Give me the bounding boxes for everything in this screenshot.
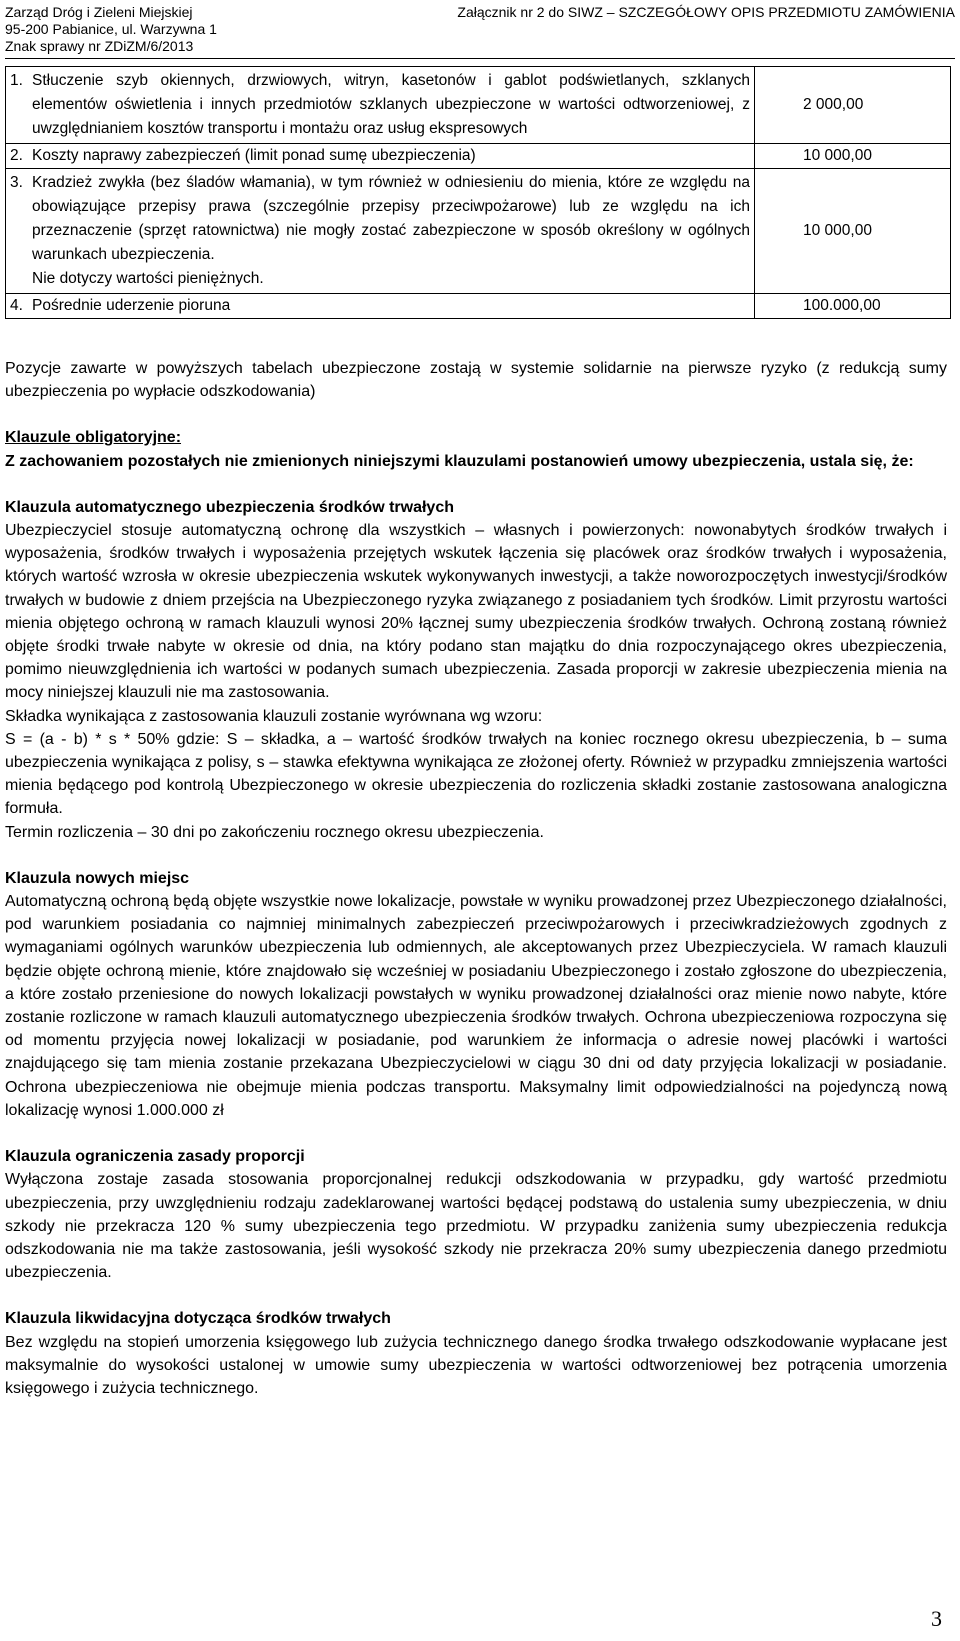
row-number: 3. [10, 174, 23, 191]
clause-paragraph: Termin rozliczenia – 30 dni po zakończeniu rocznego okresu ubezpieczenia. [5, 823, 544, 841]
row-number: 4. [10, 297, 23, 314]
attachment-title: Załącznik nr 2 do SIWZ – SZCZEGÓŁOWY OPIS PRZEDMIOTU ZAMÓWIENIA [457, 4, 955, 20]
row-value: 10 000,00 [755, 144, 951, 169]
page-number: 3 [931, 1606, 942, 1631]
row-value: 10 000,00 [755, 169, 951, 294]
clause-paragraph: Automatyczną ochroną będą objęte wszystkie nowe lokalizacje, powstałe w wyniku prowadzonej przez Ubezpieczonego działalności, pod warunkiem posiadania co najmniej minimalnych zabezpieczeń przeciwpożarowych i przeciwkradzieżowych zgodnych z wymaganiami ogólnych warunków ubezpieczenia lub odmiennych, ale akceptowanych przez Ubezpieczyciela. W ramach klauzuli będzie objęte ochroną mienie, które znajdowało się wcześniej w posiadaniu Ubezpieczonego i zostało zgłoszone do ubezpieczenia, a które zostało przeniesione do nowych lokalizacji powstałych w wyniku prowadzonej działalności oraz mienie nowo nabyte, które zostanie rozliczone w ramach klauzuli automatycznego ubezpieczenia środków trwałych. Ochrona ubezpieczeniowa rozpoczyna się od momentu przyjęcia nowej lokalizacji w posiadanie, pod warunkiem że informacja o adresie nowej placówki i wartości znajdującego się tam mienia zostanie przekazana Ubezpieczycielowi w ciągu 30 dni od daty przyjęcia lokalizacji w posiadanie. Ochrona ubezpieczeniowa nie obejmuje mienia podczas transportu. Maksymalny limit odpowiedzialności na pojedynczą nową lokalizację wynosi 1.000.000 zł [5, 893, 947, 1119]
row-description: Pośrednie uderzenie pioruna [32, 297, 231, 314]
table-row [6, 169, 951, 294]
table-row [6, 67, 951, 144]
table-row [6, 144, 951, 169]
row-number: 2. [10, 147, 23, 164]
row-number: 1. [10, 72, 23, 89]
row-value: 100.000,00 [755, 294, 951, 319]
table-row [6, 294, 951, 319]
clause-title: Klauzula ograniczenia zasady proporcji [5, 1148, 305, 1166]
clause-paragraph: S = (a - b) * s * 50% gdzie: S – składka, a – wartość środków trwałych na koniec rocznego okresu ubezpieczenia, b – suma ubezpieczenia wynikająca z polisy, s – stawka efektywna wynikająca ze złożonej oferty. Również w przypadku zmniejszenia wartości mienia będącego pod kontrolą Ubezpieczonego w okresie ubezpieczenia do rozliczenia składki zostanie zastosowana analogiczna formuła. [5, 730, 947, 818]
intro-paragraph: Pozycje zawarte w powyższych tabelach ubezpieczone zostają w systemie solidarnie na pierwsze ryzyko (z redukcją sumy ubezpieczenia po wypłacie odszkodowania) [5, 360, 947, 401]
case-number: Znak sprawy nr ZDiZM/6/2013 [5, 38, 194, 54]
clause-title: Klauzula nowych miejsc [5, 869, 190, 887]
clause-title: Klauzula automatycznego ubezpieczenia środków trwałych [5, 498, 454, 516]
org-address: 95-200 Pabianice, ul. Warzywna 1 [5, 21, 217, 37]
clause-paragraph: Składka wynikająca z zastosowania klauzuli zostanie wyrównana wg wzoru: [5, 707, 543, 725]
header-left [5, 4, 217, 55]
org-name: Zarząd Dróg i Zieleni Miejskiej [5, 4, 193, 20]
header-divider [5, 58, 955, 59]
row-description: Kradzież zwykła (bez śladów włamania), w tym również w odniesieniu do mienia, które ze względu na obowiązujące przepisy prawa (szczególnie przepisy przeciwpożarowe) lub ze względu na ich przeznaczenie (sprzęt ratownictwa) nie mogły zostać zabezpieczone w sposób określony w ogólnych warunkach ubezpieczenia. [32, 174, 750, 263]
row-description: Koszty naprawy zabezpieczeń (limit ponad sumę ubezpieczenia) [32, 147, 476, 164]
document-body [5, 357, 947, 1400]
obligatory-subheading: Z zachowaniem pozostałych nie zmienionych niniejszymi klauzulami postanowień umowy ubezpieczenia, ustala się, że: [5, 452, 914, 470]
obligatory-heading: Klauzule obligatoryjne: [5, 429, 182, 447]
clause-paragraph: Bez względu na stopień umorzenia księgowego lub zużycia technicznego danego środka trwałego odszkodowanie wypłacane jest maksymalnie do wysokości ustalonej w umowie sumy ubezpieczenia w wartości odtworzeniowej bez potrącenia umorzenia księgowego i zużycia technicznego. [5, 1333, 947, 1397]
clause-paragraph: Ubezpieczyciel stosuje automatyczną ochronę dla wszystkich – własnych i powierzonych: nowonabytych środków trwałych i wyposażenia, środków trwałych i wyposażenia przejętych wskutek łączenia się placówek oraz środków trwałych i wyposażenia, których wartość wzrosła w okresie ubezpieczenia wskutek wykonywanych inwestycji, a także noworozpoczętych inwestycji/środków trwałych w budowie z dniem przejścia na Ubezpieczonego ryzyka związanego z posiadaniem tych środków. Limit przyrostu wartości mienia objętego ochroną w ramach klauzuli wynosi 20% łącznej sumy ubezpieczenia środków trwałych. Ochroną zostaną również objęte środki trwałe nabyte w okresie od dnia, na który podano stan majątku do dnia rozpoczynającego okres ubezpieczenia, pomimo nieuwzględnienia ich wartości w podanych sumach ubezpieczenia. Zasada proporcji w zakresie ubezpieczenia mienia na mocy niniejszej klauzuli nie ma zastosowania. [5, 522, 947, 702]
row-value: 2 000,00 [755, 67, 951, 144]
clause-paragraph: Wyłączona zostaje zasada stosowania proporcjonalnej redukcji odszkodowania w przypadku, gdy wartość przedmiotu ubezpieczenia, przy uwzględnieniu rodzaju zadeklarowanej wartości będącej podstawą do ustalenia sumy ubezpieczenia, w dniu szkody nie przekracza 120 % sumy ubezpieczenia tego przedmiotu. W przypadku zaniżenia sumy ubezpieczenia redukcja odszkodowania nie ma także zastosowania, jeśli wysokość szkody nie przekracza 20% sumy ubezpieczenia danego przedmiotu ubezpieczenia. [5, 1171, 947, 1282]
clause-title: Klauzula likwidacyjna dotycząca środków trwałych [5, 1310, 391, 1328]
row-description: Stłuczenie szyb okiennych, drzwiowych, witryn, kasetonów i gablot podświetlanych, szklanych elementów oświetlenia i innych przedmiotów szklanych ubezpieczone w wartości odtworzeniowej, z uwzględnianiem kosztów transportu i montażu oraz usług ekspresowych [32, 72, 750, 137]
coverage-table [5, 66, 951, 319]
row-note: Nie dotyczy wartości pieniężnych. [32, 270, 264, 287]
